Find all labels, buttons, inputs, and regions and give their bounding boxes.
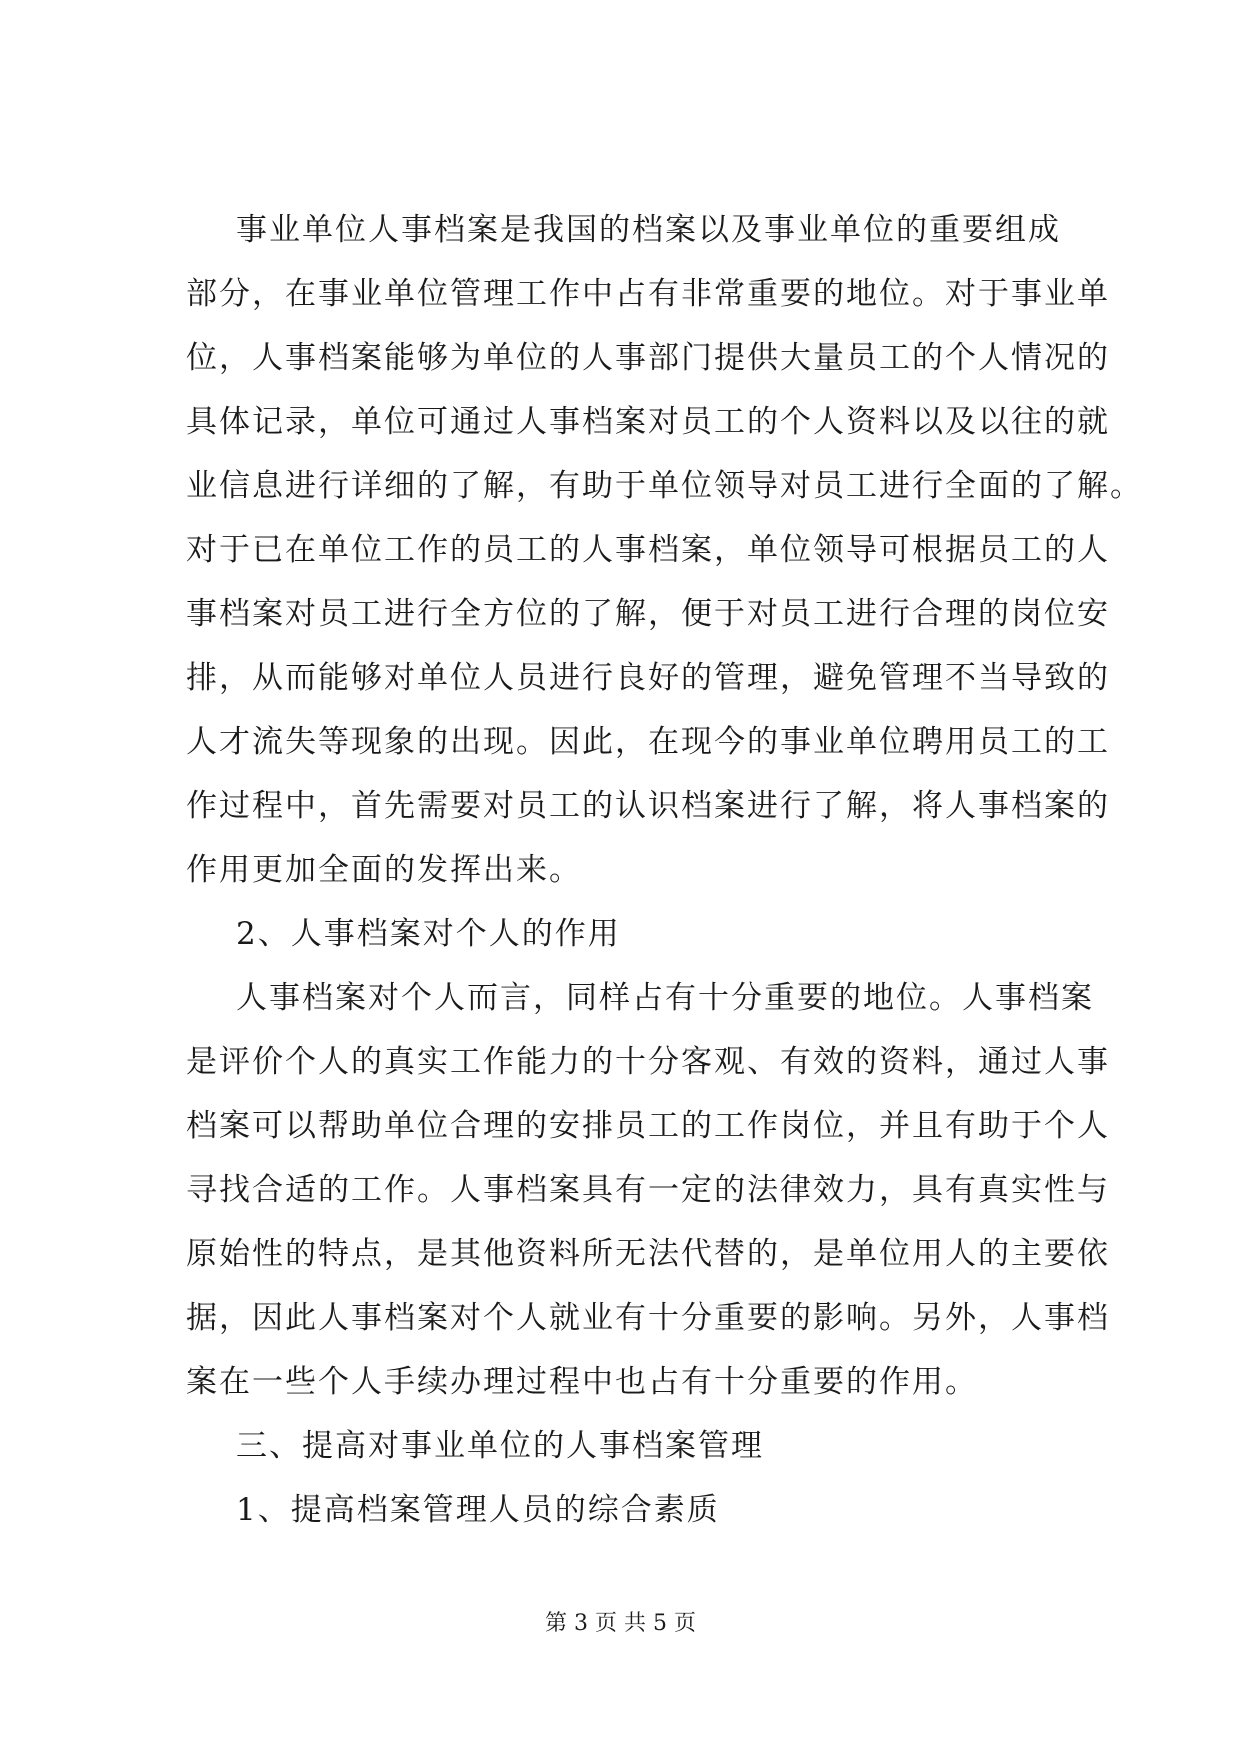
text-line: 部分，在事业单位管理工作中占有非常重要的地位。对于事业单: [186, 276, 1110, 312]
text-line: 位，人事档案能够为单位的人事部门提供大量员工的个人情况的: [186, 340, 1110, 376]
text-line: 是评价个人的真实工作能力的十分客观、有效的资料，通过人事: [186, 1044, 1110, 1080]
page-footer: 第 3 页 共 5 页: [545, 1611, 696, 1636]
text-line: 事业单位人事档案是我国的档案以及事业单位的重要组成: [236, 212, 1061, 248]
text-line: 案在一些个人手续办理过程中也占有十分重要的作用。: [186, 1364, 978, 1400]
text-line: 事档案对员工进行全方位的了解，便于对员工进行合理的岗位安: [186, 596, 1110, 632]
text-line: 据，因此人事档案对个人就业有十分重要的影响。另外，人事档: [186, 1300, 1110, 1336]
text-line: 原始性的特点，是其他资料所无法代替的，是单位用人的主要依: [186, 1236, 1110, 1272]
text-line: 作过程中，首先需要对员工的认识档案进行了解，将人事档案的: [186, 788, 1110, 824]
text-line: 2、人事档案对个人的作用: [236, 916, 621, 952]
text-line: 寻找合适的工作。人事档案具有一定的法律效力，具有真实性与: [186, 1172, 1110, 1208]
text-line: 具体记录，单位可通过人事档案对员工的个人资料以及以往的就: [186, 404, 1110, 440]
text-line: 作用更加全面的发挥出来。: [186, 852, 582, 888]
document-body: [186, 198, 1143, 1542]
text-line: 排，从而能够对单位人员进行良好的管理，避免管理不当导致的: [186, 660, 1110, 696]
text-line: 对于已在单位工作的员工的人事档案，单位领导可根据员工的人: [186, 532, 1110, 568]
text-line: 人事档案对个人而言，同样占有十分重要的地位。人事档案: [236, 980, 1094, 1016]
text-line: 1、提高档案管理人员的综合素质: [236, 1492, 720, 1528]
text-line: 档案可以帮助单位合理的安排员工的工作岗位，并且有助于个人: [186, 1108, 1110, 1144]
text-line: 业信息进行详细的了解，有助于单位领导对员工进行全面的了解。: [186, 468, 1143, 504]
text-line: 人才流失等现象的出现。因此，在现今的事业单位聘用员工的工: [186, 724, 1110, 760]
text-line: 三、提高对事业单位的人事档案管理: [236, 1428, 764, 1464]
